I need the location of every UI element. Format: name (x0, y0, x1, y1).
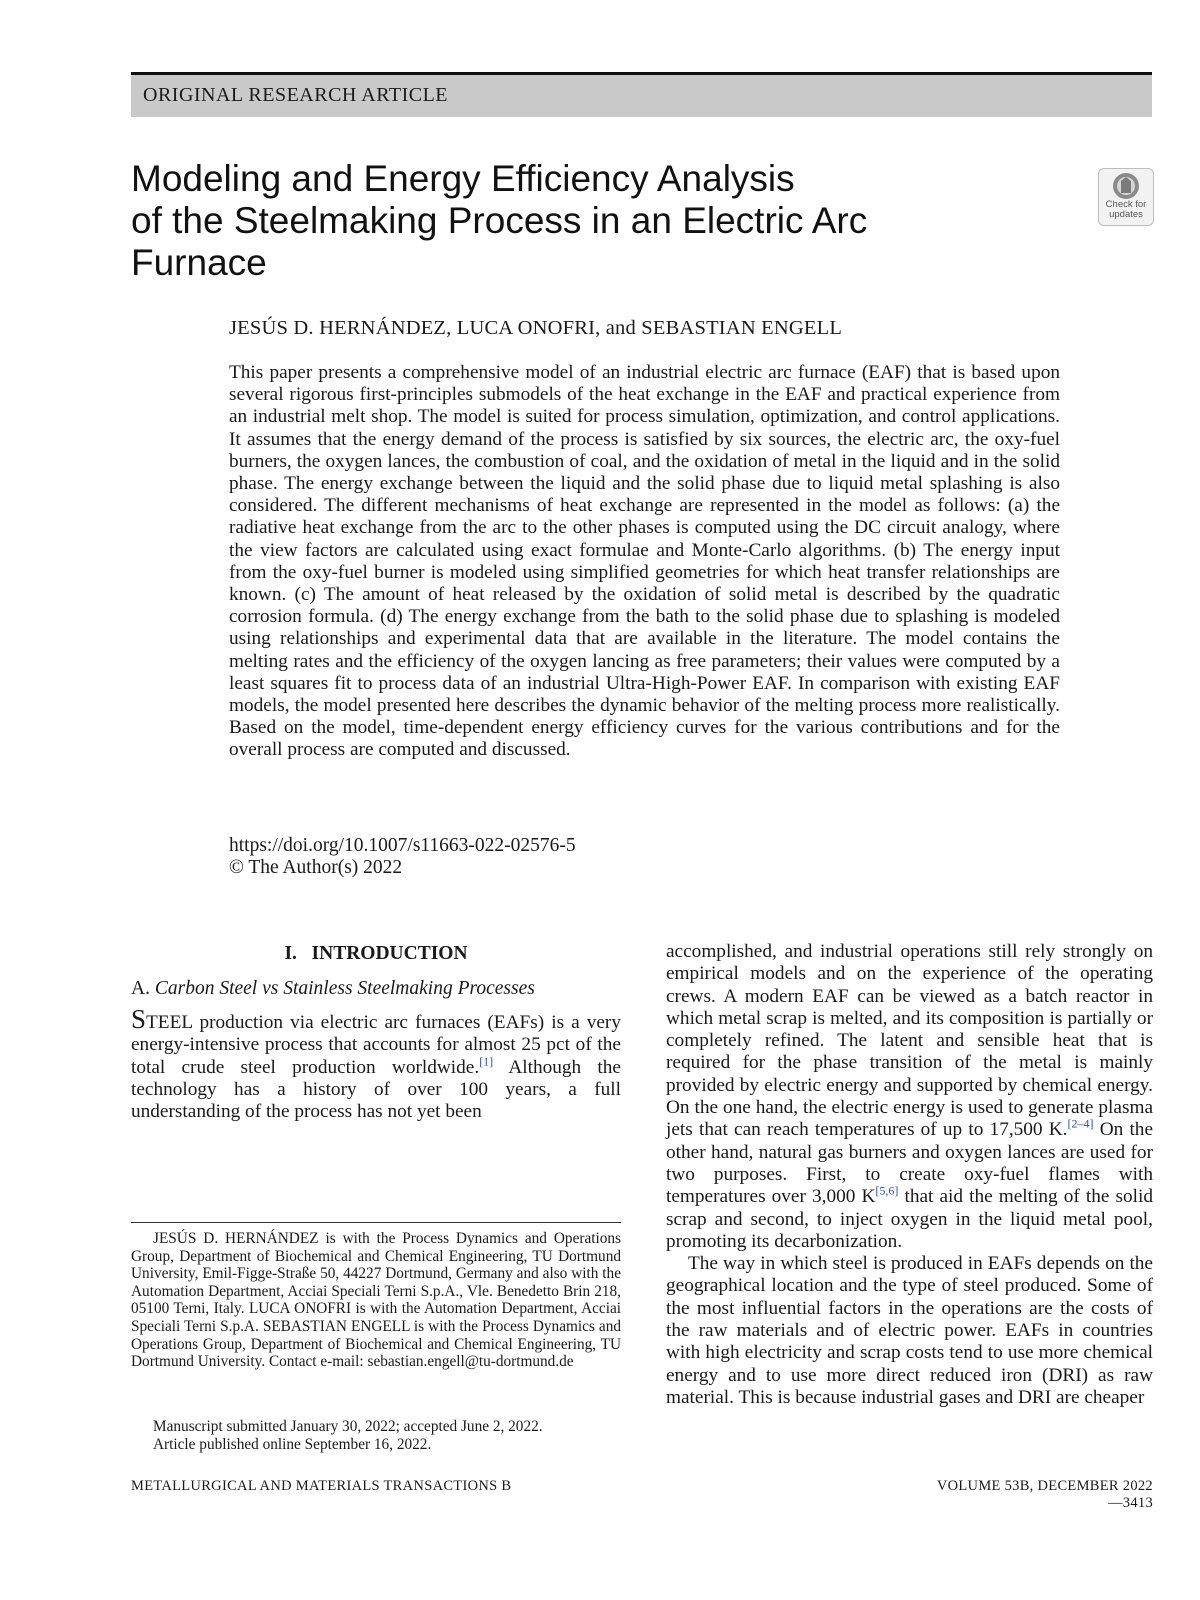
title-line: Furnace (131, 242, 267, 283)
manuscript-dates (153, 1418, 543, 1453)
published-date: Article published online September 16, 2022. (153, 1435, 432, 1453)
subsection-title: Carbon Steel vs Stainless Steelmaking Processes (154, 978, 535, 999)
subsection-heading (131, 978, 621, 1000)
section-number: I. (284, 943, 297, 964)
journal-name: METALLURGICAL AND MATERIALS TRANSACTIONS B (131, 1478, 512, 1494)
author-list: JESÚS D. HERNÁNDEZ, LUCA ONOFRI, and SEBASTIAN ENGELL (229, 317, 843, 339)
badge-line: updates (1109, 209, 1143, 220)
badge-line: Check for (1105, 199, 1147, 210)
submitted-date: Manuscript submitted January 30, 2022; accepted June 2, 2022. (153, 1418, 543, 1435)
reference-link[interactable]: [5,6] (875, 1183, 899, 1198)
section-heading (131, 943, 621, 965)
paragraph: The way in which steel is produced in EAFs depends on the geographical location and the type of steel produced. Some of the most influential factors in the operations are the costs of the raw materials and of electric power. EAFs in countries with high electricity and scrap costs tend to use more chemical energy and to use more direct reduced iron (DRI) as raw material. This is because industrial gases and DRI are cheaper (666, 1253, 1153, 1408)
dropcap: S (131, 1004, 147, 1034)
section-title: INTRODUCTION (311, 943, 468, 964)
reference-link[interactable]: [1] (479, 1054, 494, 1069)
title-line: Modeling and Energy Efficiency Analysis (131, 158, 795, 199)
paragraph (666, 941, 1153, 1253)
paragraph-text: accomplished, and industrial operations still rely strongly on empirical models and on the experience of the operating crews. A modern EAF can be viewed as a batch reactor in which metal scrap is melted, and its composition is partially or completely refined. The latent and sensible heat that is required for the phase transition of the metal is mainly provided by electric energy and supported by chemical energy. On the one hand, the electric energy is used to generate plasma jets that can reach temperatures of up to 17,500 K. (666, 941, 1153, 1141)
right-column (666, 941, 1153, 1409)
paragraph-text: TEEL production via electric arc furnaces (EAFs) is a very energy-intensive process that accounts for almost 25 pct of the total crude steel production worldwide. (131, 1012, 621, 1078)
title-line: of the Steelmaking Process in an Electric Arc (131, 200, 868, 241)
reference-link[interactable]: [2–4] (1067, 1116, 1094, 1131)
subsection-letter: A. (131, 978, 150, 999)
paragraph-text: Although the technology has a history of over 100 years, a full understanding of the process has not yet been (131, 1056, 621, 1123)
article-title (131, 158, 951, 284)
author-affiliations-footnote: JESÚS D. HERNÁNDEZ is with the Process Dynamics and Operations Group, Department of Biochemical and Chemical Engineering, TU Dortmund University, Emil-Figge-Straße 50, 44227 Dortmund, Germany and also with the Automation Department, Acciai Speciali Terni S.p.A., Vle. Benedetto Brin 218, 05100 Terni, Italy. LUCA ONOFRI is with the Automation Department, Acciai Speciali Terni S.p.A. SEBASTIAN ENGELL is with the Process Dynamics and Operations Group, Department of Biochemical and Chemical Engineering, TU Dortmund University. Contact e-mail: sebastian.engell@tu-dortmund.de (131, 1230, 621, 1371)
doi-link[interactable]: https://doi.org/10.1007/s11663-022-02576-5 (229, 835, 576, 856)
article-type-label: ORIGINAL RESEARCH ARTICLE (143, 84, 448, 106)
check-for-updates-badge[interactable] (1098, 168, 1154, 226)
article-type-banner (131, 72, 1152, 117)
check-for-updates-icon (1112, 172, 1140, 200)
paragraph-text: that aid the melting of the solid scrap and second, to inject oxygen in the liquid metal pool, promoting its decarbonization. (666, 1186, 1153, 1252)
intro-paragraph-left (131, 1004, 621, 1123)
paragraph-text: On the other hand, natural gas burners and oxygen lances are used for two purposes. First, to create oxy-fuel flames with temperatures over 3,000 K (666, 1119, 1154, 1208)
footnote-divider (131, 1222, 621, 1223)
abstract: This paper presents a comprehensive model of an industrial electric arc furnace (EAF) that is based upon several rigorous first-principles submodels of the heat exchange in the EAF and practical experience from an industrial melt shop. The model is suited for process simulation, optimization, and control applications. It assumes that the energy demand of the process is satisfied by six sources, the electric arc, the oxy-fuel burners, the oxygen lances, the combustion of coal, and the oxidation of metal in the liquid and in the solid phase. The energy exchange between the liquid and the solid phase due to liquid metal splashing is also considered. The different mechanisms of heat exchange are represented in the model as follows: (a) the radiative heat exchange from the arc to the other phases is computed using the DC circuit analogy, where the view factors are calculated using exact formulae and Monte-Carlo algorithms. (b) The energy input from the oxy-fuel burner is modeled using simplified geometries for which heat transfer relationships are known. (c) The amount of heat released by the oxidation of solid metal is described by the quadratic corrosion formula. (d) The energy exchange from the bath to the solid phase due to splashing is modeled using relationships and experimental data that are available in the literature. The model contains the melting rates and the efficiency of the oxygen lancing as free parameters; their values were computed by a least squares fit to process data of an industrial Ultra-High-Power EAF. In comparison with existing EAF models, the model presented here describes the dynamic behavior of the melting process more realistically. Based on the model, time-dependent energy efficiency curves for the various contributions and for the overall process are computed and discussed. (229, 362, 1060, 761)
volume-page-info: VOLUME 53B, DECEMBER 2022—3413 (936, 1478, 1153, 1511)
copyright-notice: © The Author(s) 2022 (229, 857, 403, 878)
